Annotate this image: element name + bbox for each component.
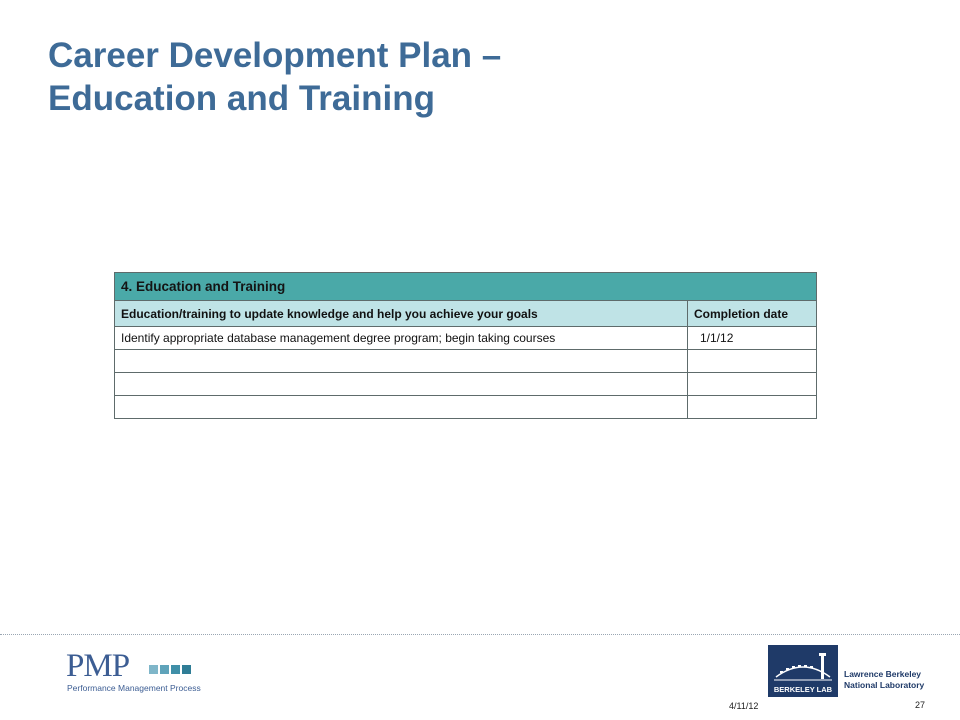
table-row: [115, 327, 817, 350]
completion-date-cell[interactable]: 1/1/12: [688, 327, 817, 350]
pmp-square: [182, 665, 191, 674]
lab-name: [844, 669, 924, 691]
berkeley-lab-emblem: [768, 645, 838, 697]
education-cell[interactable]: Identify appropriate database management degree program; begin taking courses: [115, 327, 688, 350]
slide-title-line-1: Career Development Plan –: [48, 36, 502, 75]
slide-title: [48, 34, 928, 120]
pmp-square: [171, 665, 180, 674]
education-training-table: [114, 272, 817, 419]
section-header-row: [115, 273, 817, 301]
table-row: [115, 396, 817, 419]
footer-divider: [0, 634, 960, 635]
completion-date-cell[interactable]: [688, 350, 817, 373]
lab-name-line-2: National Laboratory: [844, 680, 925, 690]
pmp-logo-text: PMP: [66, 648, 130, 684]
column-header-row: [115, 301, 817, 327]
pmp-logo: [66, 648, 201, 697]
completion-date-cell[interactable]: [688, 396, 817, 419]
lab-name-line-1: Lawrence Berkeley: [844, 669, 922, 679]
completion-date-cell[interactable]: [688, 373, 817, 396]
pmp-logo-squares: [149, 665, 191, 674]
pmp-tagline: Performance Management Process: [67, 683, 201, 693]
column-header-completion-date: Completion date: [688, 301, 817, 327]
table-row: [115, 350, 817, 373]
berkeley-lab-logo: [768, 645, 925, 697]
berkeley-lab-box-label: BERKELEY LAB: [773, 685, 833, 694]
education-cell[interactable]: [115, 373, 688, 396]
section-title: 4. Education and Training: [115, 273, 817, 301]
page-number: 27: [915, 700, 926, 710]
table-row: [115, 373, 817, 396]
slide-title-line-2: Education and Training: [48, 79, 435, 118]
footer-date: 4/11/12: [729, 701, 759, 711]
education-cell[interactable]: [115, 350, 688, 373]
pmp-square: [160, 665, 169, 674]
education-cell[interactable]: [115, 396, 688, 419]
column-header-education: Education/training to update knowledge and help you achieve your goals: [115, 301, 688, 327]
pmp-square: [149, 665, 158, 674]
